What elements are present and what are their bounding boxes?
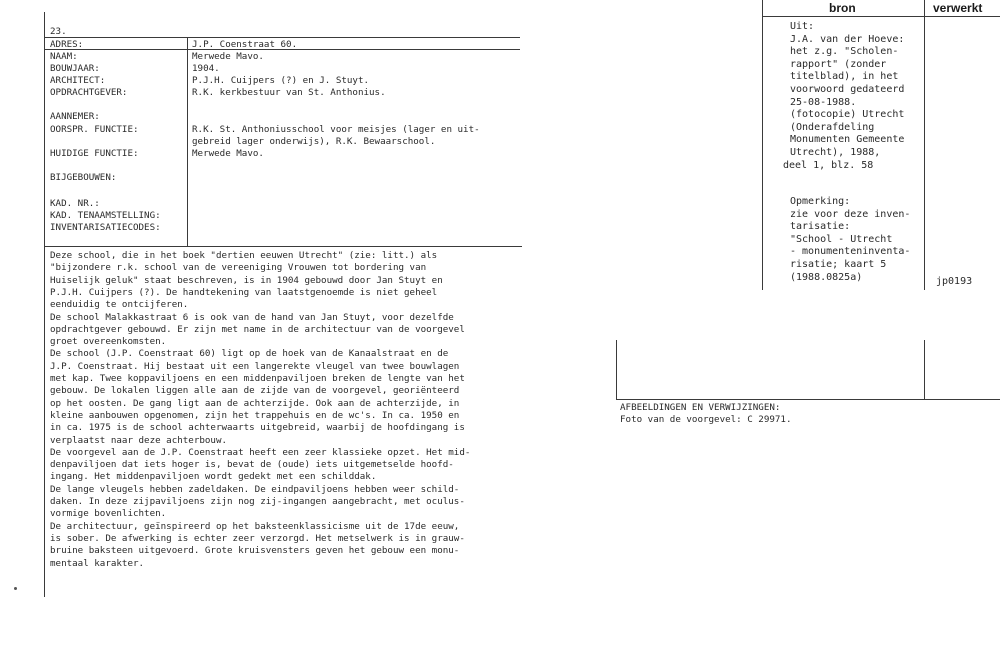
bron-remark-line: risatie; kaart 5	[790, 259, 887, 270]
field-label-aannemer: AANNEMER:	[50, 111, 100, 122]
description-line: J.P. Coenstraat. Hij bestaat uit een langerekte vleugel van twee bouwlagen	[50, 360, 460, 372]
description-line: Huiselijk geluk" staat beschreven, is in 1904 gebouwd door Jan Stuyt en	[50, 274, 443, 286]
description-line: daken. In deze zijpaviljoens zijn nog zij-ingangen aangebracht, met oculus-	[50, 496, 465, 507]
description-line: bruine baksteen uitgevoerd. Grote kruisvensters geven het gebouw een monu-	[50, 545, 460, 557]
bron-source-line: 25-08-1988.	[790, 96, 857, 108]
label-value-divider	[187, 37, 188, 246]
figures-right-rule	[924, 340, 925, 400]
verwerkt-code: jp0193	[936, 276, 973, 287]
description-line: De school (J.P. Coenstraat 60) ligt op de hoek van de Kanaalstraat en de	[50, 348, 449, 360]
description-line: ingang. Het middenpaviljoen wordt gedekt met een schilddak.	[50, 471, 377, 483]
stray-mark	[14, 587, 17, 590]
bron-source-line: Utrecht), 1988,	[790, 147, 881, 158]
description-line: vormige bovenlichten.	[50, 508, 167, 520]
record-top-rule	[44, 37, 520, 38]
description-line: groet overeenkomsten.	[50, 336, 167, 348]
bron-remark-line: - monumenteninventa-	[790, 246, 911, 258]
bron-source-line: voorwoord gedateerd	[790, 84, 905, 95]
field-label-kad-nr: KAD. NR.:	[50, 198, 100, 209]
field-label-huidige-functie: HUIDIGE FUNCTIE:	[50, 148, 139, 159]
verwerkt-header: verwerkt	[933, 1, 983, 15]
bron-remark-line: zie voor deze inven-	[790, 208, 911, 220]
field-label-opdrachtgever: OPDRACHTGEVER:	[50, 87, 128, 98]
bron-source-line: Uit:	[790, 21, 815, 32]
figures-left-rule	[616, 340, 617, 400]
header-underline	[762, 16, 1000, 17]
bron-source-line: deel 1, blz. 58	[783, 159, 874, 171]
bron-verwerkt-divider	[924, 0, 925, 290]
description-line: De school Malakkastraat 6 is ook van de hand van Jan Stuyt, voor dezelfde	[50, 311, 454, 323]
description-line: is sober. De afwerking is echter zeer verzorgd. Het metselwerk is in grauw-	[50, 532, 465, 544]
field-label-bijgebouwen: BIJGEBOUWEN:	[50, 172, 117, 183]
field-value-huidige-functie: Merwede Mavo.	[192, 148, 264, 159]
field-value-opdrachtgever: R.K. kerkbestuur van St. Anthonius.	[192, 87, 386, 98]
record-bottom-rule	[44, 246, 522, 247]
field-label-naam: NAAM:	[50, 51, 78, 62]
description-line: gebouw. De lokalen liggen alle aan de zijde van de voorgevel, georiënteerd	[50, 385, 460, 397]
figures-top-rule	[616, 399, 1000, 400]
bron-remark-line: Opmerking:	[790, 196, 851, 207]
field-value-oorspr-functie-cont: gebreid lager onderwijs), R.K. Bewaarschool.	[192, 136, 436, 147]
figures-heading: AFBEELDINGEN EN VERWIJZINGEN:	[620, 402, 781, 413]
bron-source-line: J.A. van der Hoeve:	[790, 33, 905, 45]
field-label-adres: ADRES:	[50, 39, 84, 50]
description-line: verplaatst naar deze achterbouw.	[50, 434, 228, 446]
bron-header: bron	[829, 1, 856, 15]
field-label-inventarisatiecodes: INVENTARISATIECODES:	[50, 222, 161, 233]
figures-line: Foto van de voorgevel: C 29971.	[620, 414, 792, 425]
description-line: mentaal karakter.	[50, 557, 145, 569]
description-line: met kap. Twee koppaviljoens en een middenpaviljoen breken de lengte van het	[50, 373, 465, 384]
description-line: op het oosten. De gang ligt aan de achterzijde. Ook aan de achterzijde, in	[50, 397, 460, 409]
description-line: in ca. 1975 is de school achterwaarts uitgebreid, waarbij de hoofdingang is	[50, 422, 465, 434]
bron-left-rule	[762, 0, 763, 290]
description-line: De architectuur, geïnspireerd op het baksteenklassicisme uit de 17de eeuw,	[50, 520, 460, 532]
description-line: opdrachtgever gebouwd. Er zijn met name in de architectuur van de voorgevel	[50, 323, 465, 335]
bron-source-line: het z.g. "Scholen-	[790, 46, 899, 58]
bron-source-line: Monumenten Gemeente	[790, 134, 905, 146]
description-line: Deze school, die in het boek "dertien eeuwen Utrecht" (zie: litt.) als	[50, 250, 438, 261]
left-margin-rule	[44, 12, 45, 597]
record-number: 23.	[50, 26, 67, 37]
field-value-bouwjaar: 1904.	[192, 63, 220, 74]
bron-source-line: (fotocopie) Utrecht	[790, 109, 905, 121]
bron-remark-line: "School - Utrecht	[790, 233, 893, 245]
bron-source-line: titelblad), in het	[790, 71, 899, 83]
description-line: "bijzondere r.k. school van de vereeniging Vrouwen tot bordering van	[50, 262, 427, 274]
bron-source-line: rapport" (zonder	[790, 58, 887, 70]
field-label-oorspr-functie: OORSPR. FUNCTIE:	[50, 124, 139, 135]
field-label-architect: ARCHITECT:	[50, 75, 106, 86]
field-value-architect: P.J.H. Cuijpers (?) en J. Stuyt.	[192, 75, 370, 86]
description-line: kleine aanbouwen opgenomen, zijn het trappehuis en de wc's. In ca. 1950 en	[50, 409, 460, 421]
description-line: eenduidig te ontcijferen.	[50, 299, 189, 311]
bron-source-line: (Onderafdeling	[790, 121, 875, 133]
bron-remark-line: tarisatie:	[790, 221, 851, 233]
field-value-adres: J.P. Coenstraat 60.	[192, 39, 298, 50]
description-line: De lange vleugels hebben zadeldaken. De eindpaviljoens hebben weer schild-	[50, 483, 460, 495]
field-label-bouwjaar: BOUWJAAR:	[50, 63, 100, 74]
description-line: denpaviljoen dat iets hoger is, bevat de (oude) iets uitgemetselde hoofd-	[50, 459, 454, 471]
bron-remark-line: (1988.0825a)	[790, 271, 863, 283]
field-value-oorspr-functie: R.K. St. Anthoniusschool voor meisjes (lager en uit-	[192, 124, 480, 135]
description-line: De voorgevel aan de J.P. Coenstraat heeft een zeer klassieke opzet. Het mid-	[50, 446, 471, 458]
field-label-kad-tenaamstelling: KAD. TENAAMSTELLING:	[50, 210, 161, 221]
description-line: P.J.H. Cuijpers (?). De handtekening van laatstgenoemde is niet geheel	[50, 286, 438, 298]
field-value-naam: Merwede Mavo.	[192, 51, 264, 62]
